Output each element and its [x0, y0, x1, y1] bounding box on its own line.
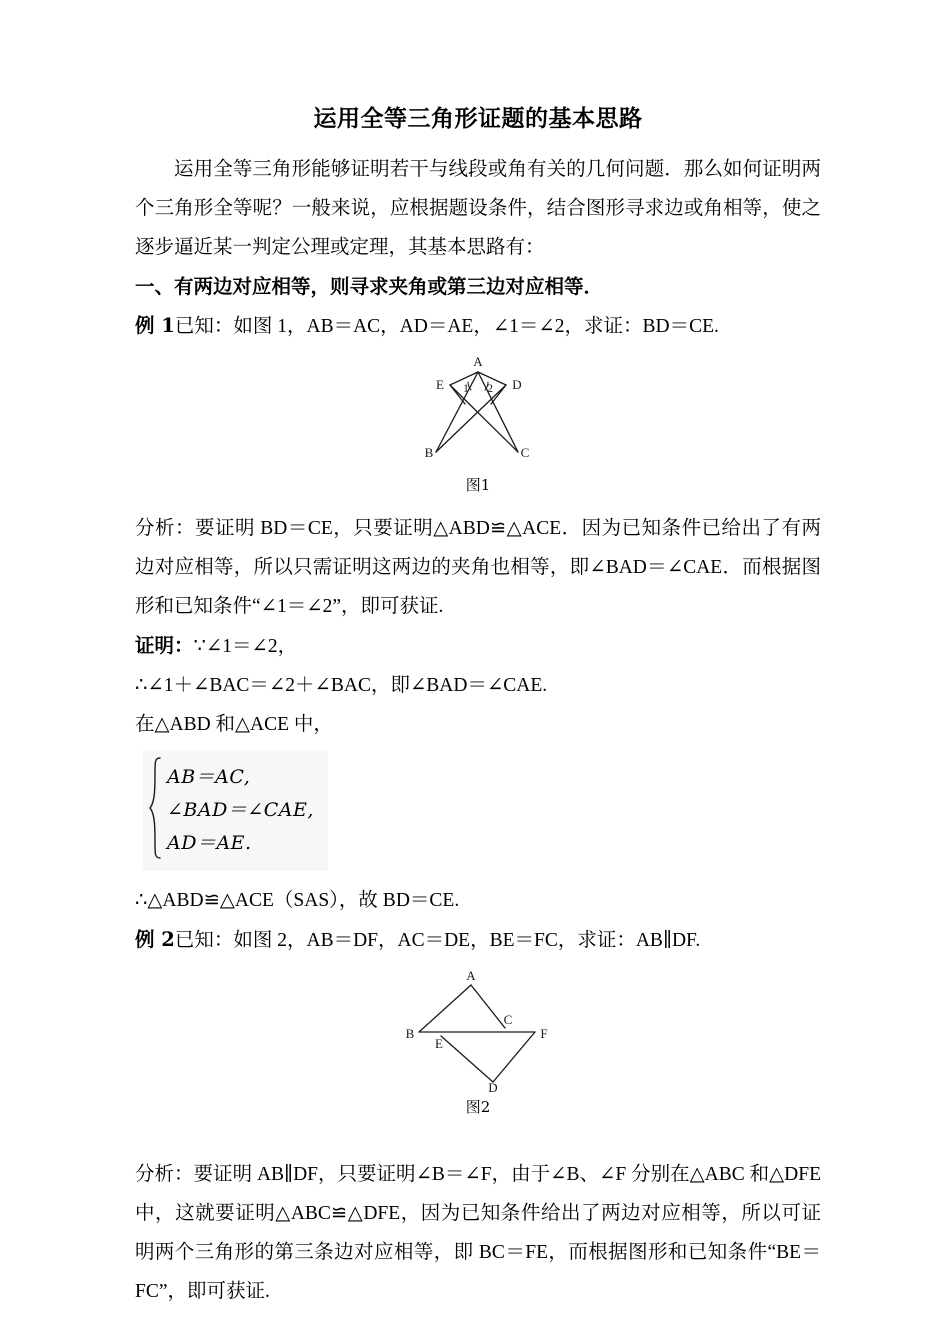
figure-2-drawing	[383, 970, 573, 1092]
proof-1-premise: ∵∠1＝∠2，	[193, 635, 298, 657]
analysis-2-label: 分析：	[135, 1163, 194, 1185]
equation-line-2: ∠BAD＝∠CAE,	[167, 798, 314, 821]
proof-label: 证明：	[135, 633, 194, 657]
proof-1-line-1	[135, 626, 821, 666]
figure-1-angle-1: 1	[463, 380, 469, 395]
example-2-statement: 已知：如图 2，AB＝DF，AC＝DE，BE＝FC，求证：AB∥DF.	[174, 929, 701, 951]
equation-line-3: AD＝AE.	[167, 831, 252, 854]
analysis-2	[135, 1155, 821, 1311]
figure-1-label-E: E	[436, 376, 444, 392]
figure-2-label-C: C	[503, 1011, 513, 1027]
brace-glyph	[147, 756, 163, 860]
figure-1-drawing	[388, 352, 568, 470]
figure-2-label-F: F	[540, 1025, 548, 1041]
equation-line-1: AB＝AC,	[167, 765, 251, 788]
document-body	[135, 104, 821, 1311]
page-title: 运用全等三角形证题的基本思路	[313, 105, 643, 132]
example-1-statement: 已知：如图 1，AB＝AC，AD＝AE，∠1＝∠2，求证：BD＝CE.	[174, 315, 719, 337]
intro-paragraph: 运用全等三角形能够证明若干与线段或角有关的几何问题．那么如何证明两个三角形全等呢？一般来说，应根据题设条件，结合图形寻求边或角相等，使之逐步逼近某一判定公理或定理，其基本思路有：	[135, 158, 821, 258]
analysis-2-text: 要证明 AB∥DF，只要证明∠B＝∠F，由于∠B、∠F 分别在△ABC 和△DFE 中，这就要证明△ABC≌△DFE，因为已知条件给出了两边对应相等，所以可证明两个三角形的第三条边对应相等，即 BC＝FE，而根据图形和已知条件“BE＝FC”，即可获证.	[135, 1163, 821, 1302]
example-1-label: 例 1	[135, 313, 175, 337]
figure-1-label-C: C	[520, 444, 530, 460]
proof-1-line-2: ∴∠1＋∠BAC＝∠2＋∠BAC，即∠BAD＝∠CAE.	[135, 674, 548, 696]
example-2-line	[135, 920, 821, 960]
example-2-label: 例 2	[135, 927, 175, 951]
figure-2-label-E: E	[435, 1035, 443, 1051]
figure-1-caption: 图1	[465, 475, 491, 494]
proof-1-line-3: 在△ABD 和△ACE 中，	[135, 713, 333, 735]
analysis-1-text: 要证明 BD＝CE，只要证明△ABD≌△ACE．因为已知条件已给出了有两边对应相等，所以只需证明这两边的夹角也相等，即∠BAD＝∠CAE．而根据图形和已知条件“∠1＝∠2”，即可获证.	[135, 517, 821, 617]
analysis-1	[135, 509, 821, 626]
figure-1	[135, 352, 821, 495]
figure-2-label-D: D	[488, 1079, 498, 1092]
figure-2-label-B: B	[405, 1025, 415, 1041]
figure-1-label-D: D	[512, 376, 522, 392]
example-1-line	[135, 306, 821, 346]
equation-lines	[167, 756, 314, 865]
section-heading-one: 一、有两边对应相等，则寻求夹角或第三边对应相等．	[135, 274, 604, 298]
figure-2-caption: 图2	[465, 1097, 491, 1116]
figure-2-label-A: A	[466, 969, 476, 983]
figure-2	[135, 970, 821, 1117]
analysis-1-label: 分析：	[135, 517, 195, 539]
left-brace-icon	[147, 756, 163, 865]
equation-system-block	[143, 750, 328, 871]
figure-1-angle-2: 2	[487, 380, 493, 395]
figure-1-label-A: A	[473, 353, 483, 369]
proof-1-conclusion: ∴△ABD≌△ACE（SAS），故 BD＝CE.	[135, 889, 460, 911]
figure-1-label-B: B	[424, 444, 434, 460]
